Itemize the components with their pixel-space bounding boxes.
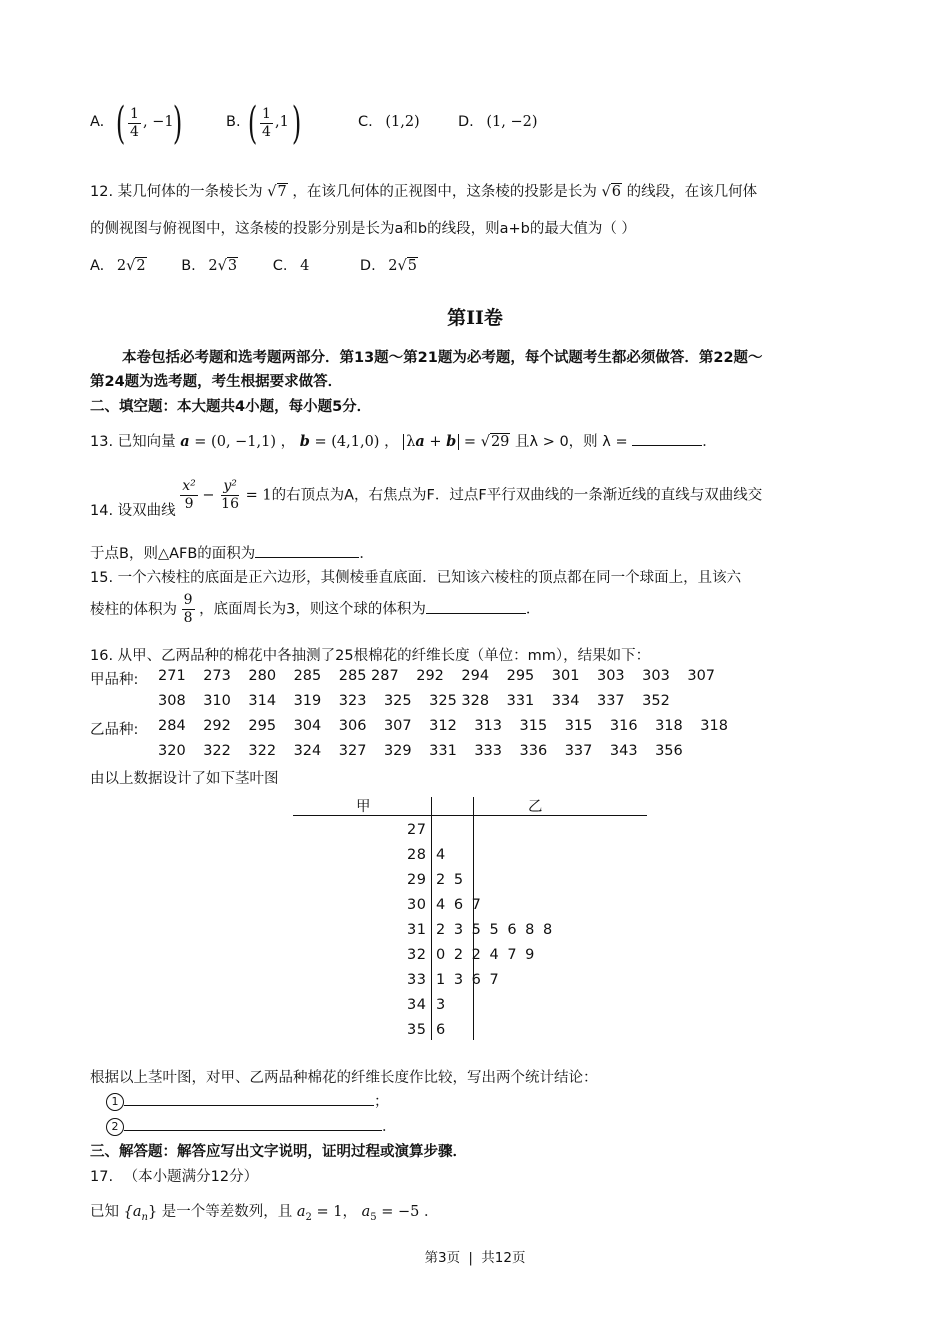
- value-cell: 310: [203, 693, 231, 709]
- q13-eq-a: = (0, −1,1): [189, 434, 277, 450]
- value-cell: 303: [596, 668, 625, 684]
- value-cell: 315: [519, 718, 548, 734]
- jia-row2: [158, 693, 687, 709]
- q11-option-c: [358, 114, 420, 130]
- stem-value: 34: [407, 997, 427, 1013]
- value-cell: 333: [474, 743, 502, 759]
- value-cell: 295: [248, 718, 277, 734]
- conclusion-2: [106, 1115, 397, 1136]
- q17-header: [90, 1165, 258, 1186]
- q14-x-den: 9: [184, 496, 194, 512]
- stem-value: 30: [407, 897, 427, 913]
- answer-section-heading: 三、解答题：解答应写出文字说明，证明过程或演算步骤．: [90, 1144, 467, 1160]
- q17-line: [90, 1200, 439, 1223]
- conclusion-1: [106, 1090, 389, 1111]
- q11-c-value: (1,2): [385, 114, 420, 130]
- q12-sqrt6-rad: 6: [611, 184, 621, 200]
- q15-number: 15.: [90, 570, 114, 586]
- q12-option-b: B. 2√3: [181, 258, 238, 274]
- q16-intro-text: 从甲、乙两品种的棉花中各抽测了25根棉花的纤维长度（单位：mm），结果如下：: [117, 648, 651, 664]
- stem-header-rule: [293, 815, 647, 816]
- q11-d-value: (1, −2): [486, 114, 538, 130]
- q17-seq-a: {a: [123, 1204, 142, 1220]
- q12-option-c: [273, 258, 314, 274]
- q11-b-tail: ,1: [275, 114, 289, 130]
- value-cell: 352: [642, 693, 670, 709]
- value-cell: 323: [338, 693, 367, 709]
- q15-text-a: 棱柱的体积为: [90, 601, 177, 618]
- q13-line: 13. 已知向量 a = (0, −1,1) ， b = (4,1,0) ， λa + b = √29 且λ > 0，则 λ = ．: [90, 433, 717, 450]
- yi-row1: [158, 718, 745, 734]
- q12-option-d: D. 2√5: [359, 258, 418, 274]
- value-cell: 324: [293, 743, 322, 759]
- q15-line2: [90, 592, 540, 627]
- q11-c-label: C.: [358, 114, 373, 130]
- q14-text-a: 设双曲线: [117, 502, 176, 519]
- q17-a2-sub: 2: [305, 1211, 312, 1223]
- value-cell: 295: [506, 668, 535, 684]
- q14-line2-text: 于点B，则△AFB的面积为: [90, 546, 256, 562]
- conclusion-2-mark: 2: [106, 1118, 124, 1136]
- fill-heading: 二、填空题：本大题共4小题，每小题5分．: [90, 399, 372, 415]
- q14-end: ．: [359, 546, 374, 562]
- jia-row1: [158, 668, 733, 684]
- stem-value: 29: [407, 872, 427, 888]
- q17-score: （本小题满分12分）: [123, 1169, 259, 1185]
- value-cell: 343: [609, 743, 638, 759]
- q13-vec-a: a: [180, 433, 190, 450]
- q12-text-c: 的线段，在该几何体: [626, 184, 758, 200]
- q14-x-num: x²: [182, 478, 196, 494]
- value-cell: 337: [596, 693, 625, 709]
- value-cell: 285: [293, 668, 322, 684]
- q13-plus: +: [424, 434, 447, 450]
- section2-title: 第II卷: [447, 307, 503, 329]
- q11-option-d: [458, 114, 538, 130]
- q11-b-num: 1: [262, 106, 271, 122]
- value-cell: 356: [655, 743, 683, 759]
- stem-leaves-right: 4: [436, 847, 448, 863]
- value-cell: 322: [248, 743, 277, 759]
- q12-sqrt6: √6: [601, 184, 621, 200]
- q17-a2-var: a: [296, 1204, 306, 1220]
- stem-leaves-right: 1 3 6 7: [436, 972, 501, 988]
- q12-sqrt7: √7: [267, 184, 287, 200]
- value-cell: 308: [158, 693, 186, 709]
- stem-value: 31: [407, 922, 427, 938]
- q14-frac-y: [219, 478, 241, 513]
- conclusion-2-blank[interactable]: [124, 1116, 382, 1131]
- q14-minus: −: [202, 487, 215, 504]
- q13-sep: ，: [280, 434, 296, 450]
- conclusion-2-end: ．: [382, 1119, 397, 1135]
- stem-leaves-right: 2 3 5 5 6 8 8: [436, 922, 555, 938]
- q14-eq1: = 1: [245, 487, 272, 504]
- q15-answer-blank[interactable]: [426, 599, 526, 614]
- q12-a-label: A.: [90, 258, 105, 274]
- q15-line1-text: 一个六棱柱的底面是正六边形，其侧棱垂直底面．已知该六棱柱的顶点都在同一个球面上，且该六: [117, 570, 742, 586]
- value-cell: 318: [700, 718, 728, 734]
- q13-lambda: λ: [406, 434, 416, 450]
- value-cell: 315: [564, 718, 593, 734]
- q11-b-den: 4: [262, 124, 271, 140]
- q16-intro: [90, 644, 650, 665]
- q13-sqrt29-rad: 29: [490, 434, 510, 450]
- q12-a-rad: 2: [136, 258, 146, 274]
- q17-a2-val: = 1: [311, 1204, 343, 1220]
- value-cell: 307: [687, 668, 716, 684]
- value-cell: 292: [416, 668, 444, 684]
- q13-text-b: 且λ > 0，则 λ =: [515, 434, 628, 450]
- q15-text-b: ，底面周长为3，则这个球的体积为: [199, 601, 426, 618]
- q14-line1: [90, 478, 763, 519]
- q12-line2: 的侧视图与俯视图中，这条棱的投影分别是长为a和b的线段，则a+b的最大值为（ ）: [90, 221, 636, 237]
- q12-d-coef: 2: [388, 258, 398, 274]
- value-cell: 280: [248, 668, 277, 684]
- q13-abs-expr: [403, 434, 459, 450]
- yi-label: 乙品种:: [90, 722, 139, 738]
- q17-a5-val: = −5: [376, 1204, 420, 1220]
- q12-number: 12.: [90, 184, 114, 200]
- q15-line1: [90, 566, 741, 587]
- value-cell: 327: [338, 743, 367, 759]
- stem-head-left: 甲: [356, 799, 371, 815]
- q11-d-label: D.: [458, 114, 474, 130]
- value-cell: 312: [429, 718, 457, 734]
- section2-intro-line2: 第24题为选考题，考生根据要求做答．: [90, 374, 343, 390]
- value-cell: 325: [383, 693, 412, 709]
- value-cell: 331: [506, 693, 535, 709]
- value-cell: 337: [564, 743, 593, 759]
- q17-a5-var: a: [361, 1204, 371, 1220]
- value-cell: 271: [158, 668, 186, 684]
- q12-option-a: A. 2√2: [90, 258, 146, 274]
- q11-b-label: B.: [226, 114, 241, 130]
- q17-text-a: 已知: [90, 1204, 119, 1220]
- yi-row2: [158, 743, 700, 759]
- q17-a5: [361, 1204, 377, 1223]
- value-cell: 303: [642, 668, 670, 684]
- value-cell: 314: [248, 693, 277, 709]
- q12-sqrt7-rad: 7: [277, 184, 287, 200]
- stem-left-rule: [431, 797, 432, 1040]
- q15-v-num: 9: [183, 592, 193, 608]
- q14-line2: [90, 542, 374, 563]
- q13-end: ．: [702, 434, 717, 450]
- conclusion-prompt: 根据以上茎叶图，对甲、乙两品种棉花的纤维长度作比较，写出两个统计结论：: [90, 1070, 598, 1086]
- q14-answer-blank[interactable]: [255, 543, 359, 558]
- value-cell: 306: [338, 718, 367, 734]
- q12-b-label: B.: [181, 258, 196, 274]
- q12-d-label: D.: [359, 258, 376, 274]
- stem-value: 32: [407, 947, 427, 963]
- q15-v-den: 8: [183, 610, 193, 626]
- q13-sqrt29: √29: [480, 434, 510, 450]
- q13-answer-blank[interactable]: [632, 431, 702, 446]
- value-cell: 294: [461, 668, 490, 684]
- q17-end: ．: [424, 1204, 439, 1220]
- value-cell: 322: [203, 743, 231, 759]
- q13-abs-b: b: [446, 433, 457, 450]
- q12-text-a: 某几何体的一条棱长为: [117, 184, 263, 200]
- stem-value: 27: [407, 822, 427, 838]
- q12-c-value: 4: [300, 258, 310, 274]
- q11-a-den: 4: [130, 124, 139, 140]
- q12-options: [90, 258, 418, 274]
- q14-number: 14.: [90, 502, 114, 519]
- q13-abs-a: a: [415, 433, 425, 450]
- section2-intro-line1: 本卷包括必考题和选考题两部分．第13题～第21题为必考题，每个试题考生都必须做答．第22题～: [122, 350, 763, 366]
- footer-page: 第3页: [424, 1250, 461, 1266]
- value-cell: 320: [158, 743, 186, 759]
- q12-d-rad: 5: [407, 258, 418, 274]
- q17-seq-sub: n: [141, 1211, 148, 1223]
- value-cell: 334: [551, 693, 580, 709]
- value-cell: 285 287: [338, 668, 399, 684]
- conclusion-1-end: ；: [374, 1094, 389, 1110]
- q17-sep: ，: [342, 1204, 358, 1220]
- conclusion-1-mark: 1: [106, 1093, 124, 1111]
- q15-frac: [182, 592, 195, 627]
- q12-b-rad: 3: [227, 258, 238, 274]
- stem-leaves-right: 4 6 7: [436, 897, 483, 913]
- value-cell: 318: [655, 718, 683, 734]
- stem-value: 35: [407, 1022, 427, 1038]
- stem-head-right: 乙: [528, 799, 543, 815]
- q17-a2: [296, 1204, 312, 1223]
- q17-seq: [123, 1204, 158, 1223]
- q13-vec-b: b: [299, 433, 310, 450]
- footer-total: 共12页: [481, 1250, 526, 1266]
- q17-text-b: 是一个等差数列，且: [161, 1204, 293, 1220]
- q16-number: 16.: [90, 648, 114, 664]
- q11-a-tail: , −1: [143, 114, 174, 130]
- q11-a-num: 1: [130, 106, 139, 122]
- footer-divider: |: [468, 1250, 473, 1266]
- value-cell: 331: [429, 743, 457, 759]
- stem-leaves-right: 3: [436, 997, 448, 1013]
- q15-end: ．: [525, 601, 541, 618]
- page-footer: [0, 1246, 950, 1266]
- value-cell: 284: [158, 718, 186, 734]
- q13-eq-b: = (4,1,0): [309, 434, 380, 450]
- value-cell: 273: [203, 668, 231, 684]
- q17-seq-close: }: [147, 1204, 158, 1220]
- conclusion-1-blank[interactable]: [124, 1091, 374, 1106]
- value-cell: 316: [609, 718, 638, 734]
- stem-right-rule: [473, 797, 474, 1040]
- q12-c-label: C.: [272, 258, 288, 274]
- stem-leaves-right: 2 5: [436, 872, 466, 888]
- stem-intro: 由以上数据设计了如下茎叶图: [90, 771, 279, 787]
- value-cell: 319: [293, 693, 322, 709]
- q12-b-coef: 2: [208, 258, 218, 274]
- q17-a5-sub: 5: [370, 1211, 377, 1223]
- q17-number: 17.: [90, 1169, 114, 1185]
- q13-sep-2: ，: [384, 434, 399, 450]
- stem-value: 33: [407, 972, 427, 988]
- value-cell: 292: [203, 718, 231, 734]
- q14-text-b: 的右顶点为A，右焦点为F．过点F平行双曲线的一条渐近线的直线与双曲线交: [271, 487, 763, 504]
- value-cell: 325 328: [429, 693, 490, 709]
- q12-line1: [90, 180, 757, 201]
- value-cell: 304: [293, 718, 322, 734]
- value-cell: 313: [474, 718, 502, 734]
- q13-text-a: 已知向量: [117, 434, 176, 450]
- value-cell: 329: [383, 743, 412, 759]
- value-cell: 307: [383, 718, 412, 734]
- q14-y-num: y²: [223, 478, 237, 494]
- q13-number: 13.: [90, 434, 114, 450]
- value-cell: 301: [551, 668, 580, 684]
- stem-value: 28: [407, 847, 427, 863]
- q14-frac-x: [180, 478, 198, 513]
- q12-text-b: ，在该几何体的正视图中，这条棱的投影是长为: [292, 184, 597, 200]
- stem-leaves-right: 0 2 2 4 7 9: [436, 947, 537, 963]
- q11-a-label: A.: [90, 114, 105, 130]
- jia-label: 甲品种:: [90, 672, 139, 688]
- q12-a-coef: 2: [116, 258, 127, 274]
- q14-y-den: 16: [221, 496, 239, 512]
- stem-leaves-right: 6: [436, 1022, 448, 1038]
- value-cell: 336: [519, 743, 548, 759]
